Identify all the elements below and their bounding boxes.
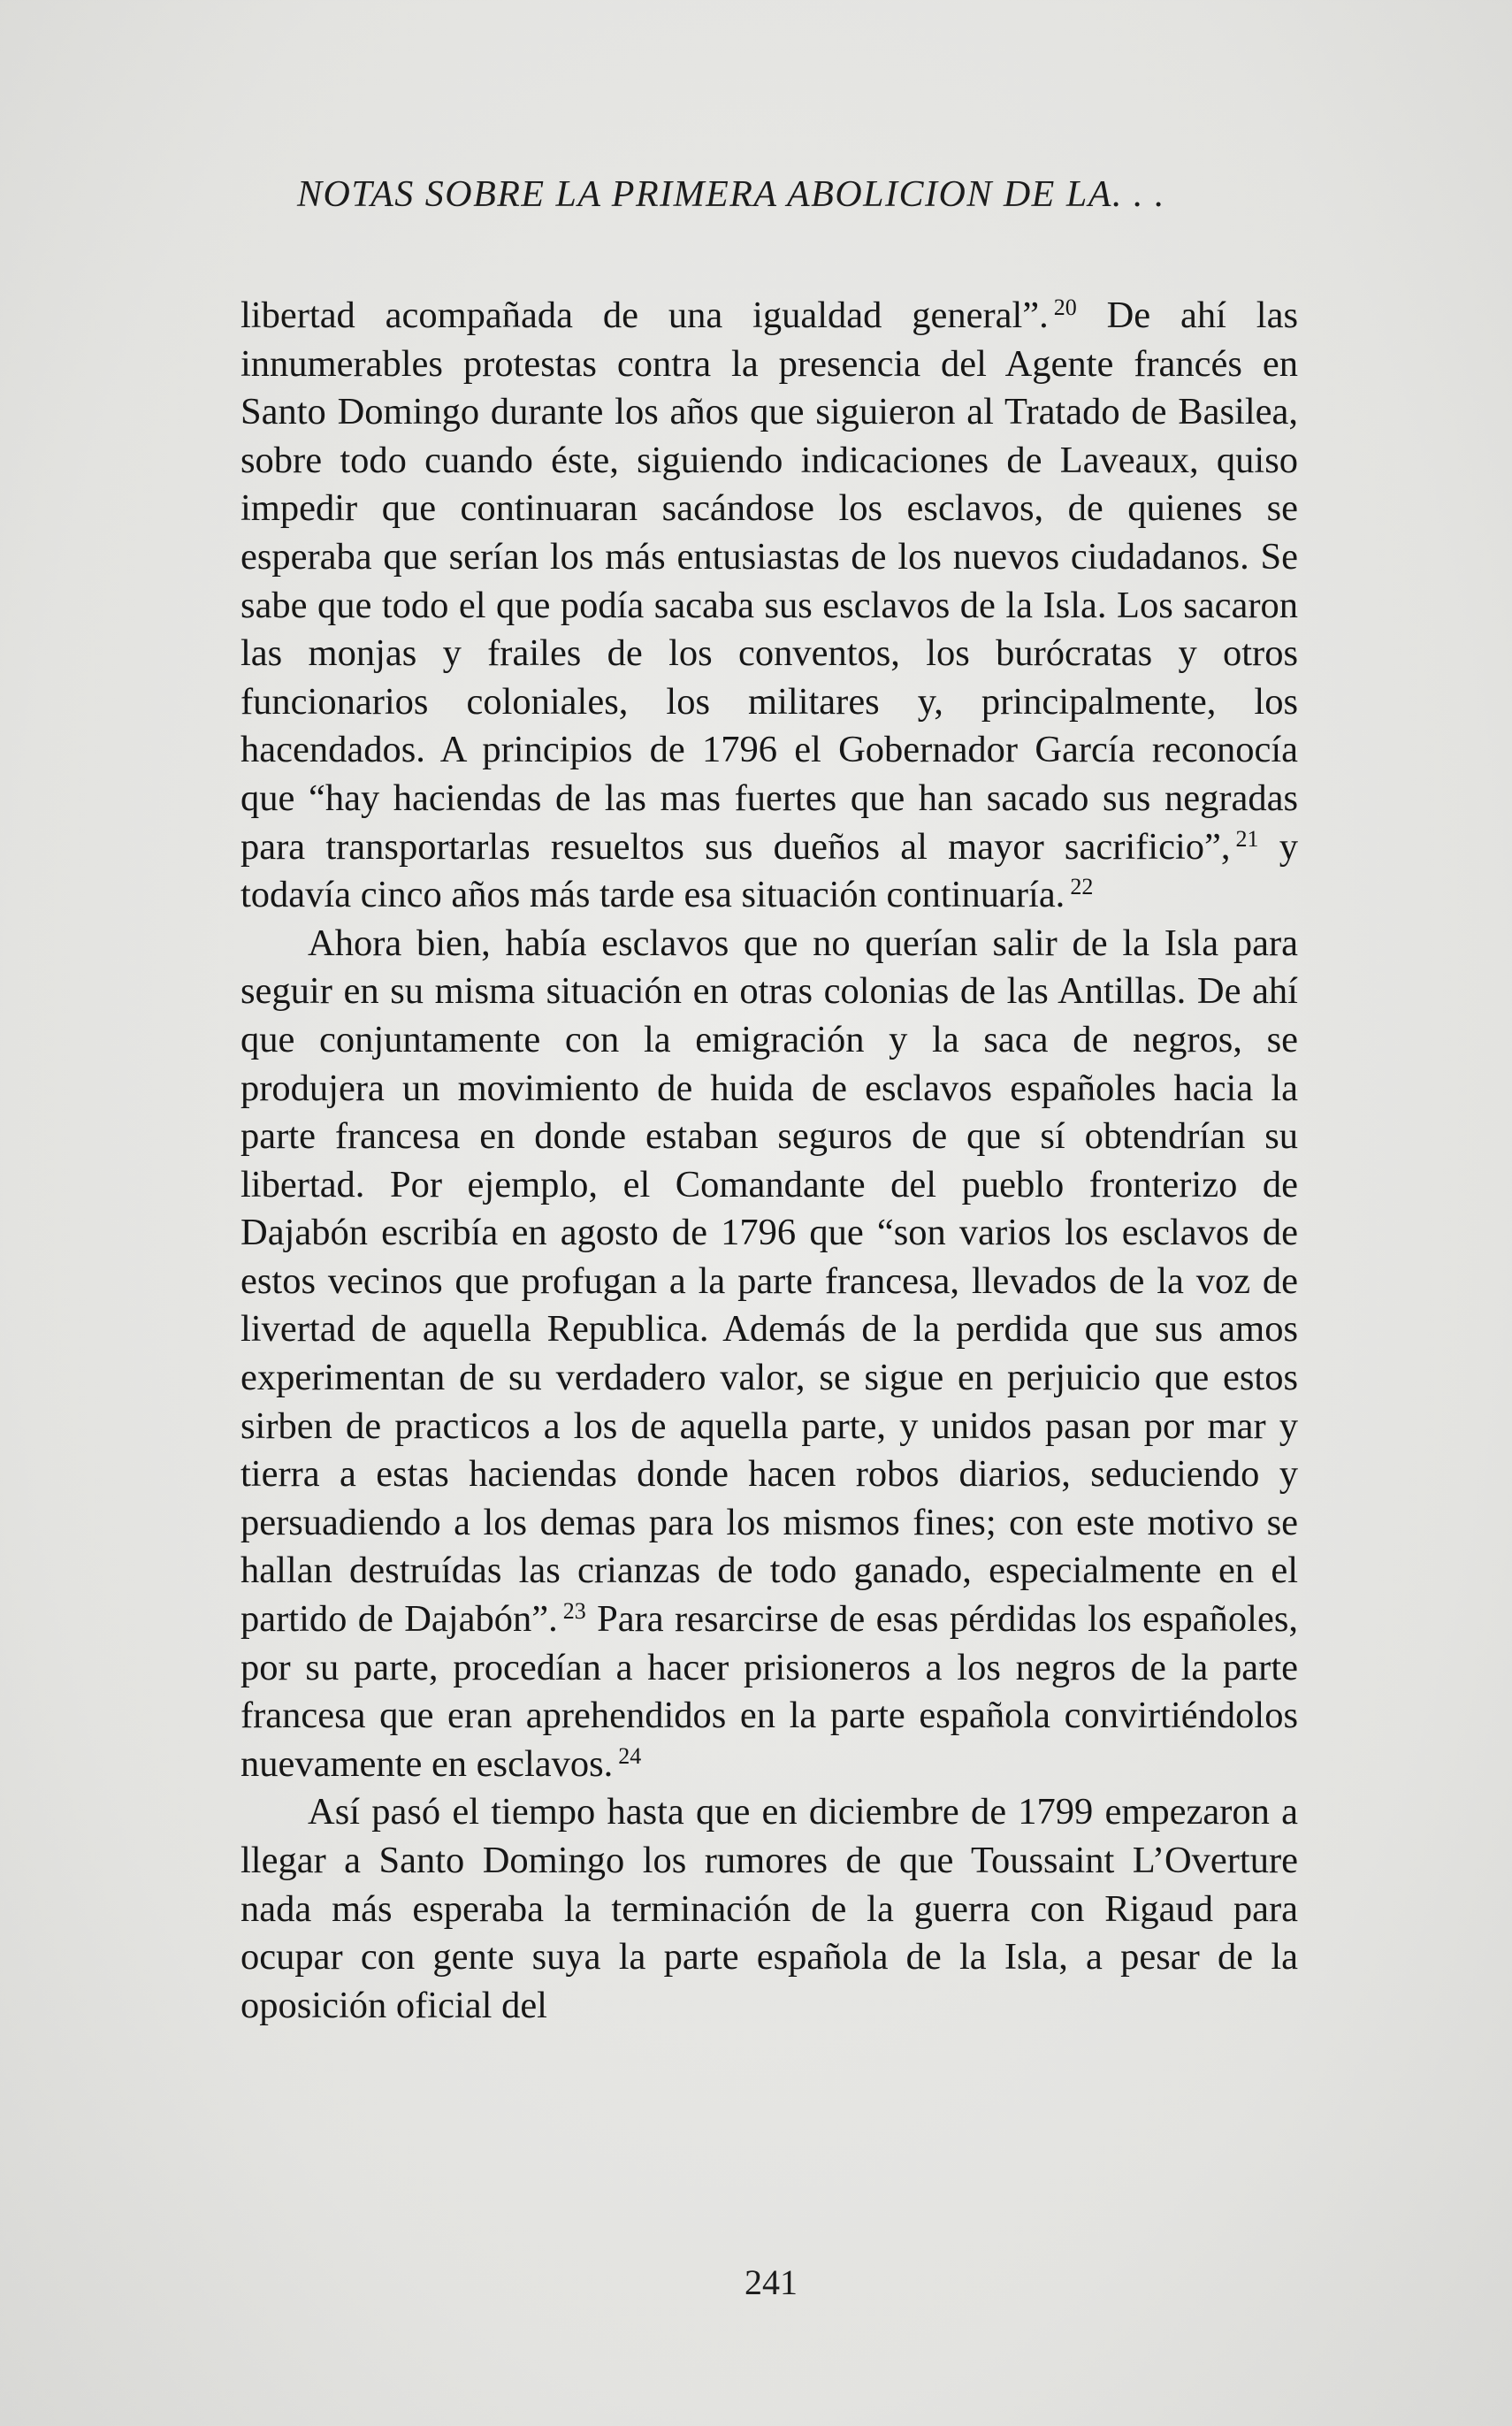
body-text [241, 292, 1298, 2030]
paragraph-2 [241, 920, 1298, 1789]
text-segment: y todavía cinco años más tarde esa situación continuaría. [241, 825, 1298, 916]
footnote-ref-20: 20 [1053, 295, 1077, 320]
text-segment: libertad acompañada de una igualdad general”. [241, 295, 1049, 336]
text-segment: Para resarcirse de esas pérdidas los españoles, por su parte, procedían a hacer prisioneros a los negros de la parte francesa que eran aprehendidos en la parte española convirtiéndolos nuevamente en esclavos. [241, 1598, 1298, 1785]
footnote-ref-21: 21 [1235, 825, 1259, 852]
paragraph-3 [241, 1788, 1298, 2030]
text-segment: Ahora bien, había esclavos que no querían salir de la Isla para seguir en su misma situación en otras colonias de las Antillas. De ahí que conjuntamente con la emigración y la saca de negros, se produjera un movimiento de huida de esclavos españoles hacia la parte francesa en donde estaban seguros de que sí obtendrían su libertad. Por ejemplo, el Comandante del pueblo fronterizo de Dajabón escribía en agosto de 1796 que “son varios los esclavos de estos vecinos que profugan a la parte francesa, llevados de la voz de livertad de aquella Republica. Además de la perdida que sus amos experimentan de su verdadero valor, se sigue en perjuicio que estos sirben de practicos a los de aquella parte, y unidos pasan por mar y tierra a estas haciendas donde hacen robos diarios, seduciendo y persuadiendo a los demas para los mismos fines; con este motivo se hallan destruídas las crianzas de todo ganado, especialmente en el partido de Dajabón”. [241, 922, 1298, 1641]
paragraph-1 [241, 292, 1298, 920]
text-segment: De ahí las innumerables protestas contra la presencia del Agente francés en Santo Domingo durante los años que siguieron al Tratado de Basilea, sobre todo cuando éste, siguiendo indicaciones de Laveaux, quiso impedir que continuaran sacándose los esclavos, de quienes se esperaba que serían los más entusiastas de los nuevos ciudadanos. Se sabe que todo el que podía sacaba sus esclavos de la Isla. Los sacaron las monjas y frailes de los conventos, los burócratas y otros funcionarios coloniales, los militares y, principalmente, los hacendados. A principios de 1796 el Gobernador García reconocía que “hay haciendas de las mas fuertes que han sacado sus negradas para transportarlas resueltos sus dueños al mayor sacrificio”, [241, 295, 1298, 868]
footnote-ref-22: 22 [1070, 874, 1094, 900]
text-segment: Así pasó el tiempo hasta que en diciembre de 1799 empezaron a llegar a Santo Domingo los rumores de que Toussaint L’Overture nada más esperaba la terminación de la guerra con Rigaud para ocupar con gente suya la parte española de la Isla, a pesar de la oposición oficial del [241, 1791, 1298, 2026]
page-number: 241 [745, 2262, 798, 2302]
footnote-ref-23: 23 [562, 1598, 586, 1625]
running-head: NOTAS SOBRE LA PRIMERA ABOLICION DE LA. . . [297, 174, 1165, 215]
footnote-ref-24: 24 [618, 1742, 642, 1769]
